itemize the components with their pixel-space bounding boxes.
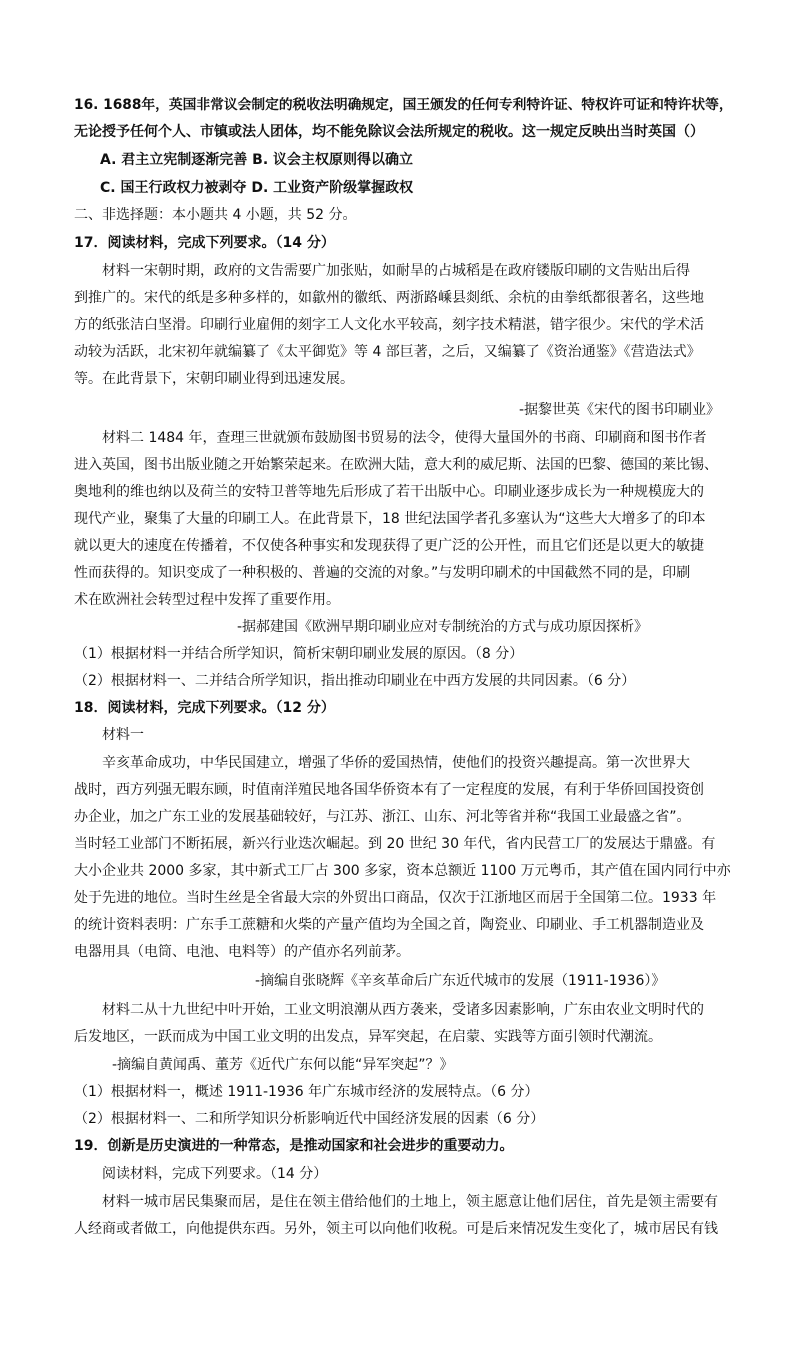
q17-material2-line: 进入英国，图书出版业随之开始繁荣起来。在欧洲大陆，意大利的威尼斯、法国的巴黎、德国的莱比锡、: [74, 457, 718, 473]
q18-material1-line: 的统计资料表明：广东手工蔗糖和火柴的产量产值均为全国之首，陶瓷业、印刷业、手工机器制造业及: [74, 917, 704, 933]
q16-option-cd: C. 国王行政权力被剥夺 D. 工业资产阶级掌握政权: [100, 180, 414, 196]
q18-material1-line: 辛亥革命成功，中华民国建立，增强了华侨的爱国热情，使他们的投资兴趣提高。第一次世界大: [102, 755, 690, 771]
q16-stem-line-2: 无论授予任何个人、市镇或法人团体，均不能免除议会法所规定的税收。这一规定反映出当时英国（）: [74, 124, 704, 140]
q18-material2-line: 后发地区，一跃而成为中国工业文明的出发点，异军突起，在启蒙、实践等方面引领时代潮流。: [74, 1029, 662, 1045]
q17-material1-line: 材料一宋朝时期，政府的文告需要广加张贴，如耐旱的占城稻是在政府镂版印刷的文告贴出后得: [102, 263, 690, 279]
q18-material1-line: 电器用具（电筒、电池、电料等）的产值亦名列前茅。: [74, 944, 410, 960]
q17-material2-line: 就以更大的速度在传播着，不仅使各种事实和发现获得了更广泛的公开性，而且它们还是以更大的敏捷: [74, 538, 704, 554]
q18-material1-line: 当时轻工业部门不断拓展，新兴行业迭次崛起。到 20 世纪 30 年代，省内民营工厂的发展达于鼎盛。有: [74, 836, 716, 852]
q17-material2-line: 奥地利的维也纳以及荷兰的安特卫普等地先后形成了若干出版中心。印刷业逐步成长为一种规模庞大的: [74, 484, 704, 500]
q19-title: 19．创新是历史演进的一种常态，是推动国家和社会进步的重要动力。: [74, 1138, 514, 1154]
q18-question-1: （1）根据材料一，概述 1911-1936 年广东城市经济的发展特点。（6 分）: [74, 1084, 539, 1100]
q17-material2-line: 性而获得的。知识变成了一种积极的、普遍的交流的对象。”与发明印刷术的中国截然不同的是，印刷: [74, 565, 691, 581]
q18-question-2: （2）根据材料一、二和所学知识分析影响近代中国经济发展的因素（6 分）: [74, 1111, 545, 1127]
q17-title: 17．阅读材料，完成下列要求。（14 分）: [74, 235, 335, 251]
q17-material1-line: 方的纸张洁白坚滑。印刷行业雇佣的刻字工人文化水平较高，刻字技术精湛，错字很少。宋代的学术活: [74, 317, 704, 333]
q17-material2-line: 术在欧洲社会转型过程中发挥了重要作用。: [74, 592, 340, 608]
q18-material1-line: 处于先进的地位。当时生丝是全省最大宗的外贸出口商品，仅次于江浙地区而居于全国第二位。1933 年: [74, 890, 717, 906]
q17-source2: -据郝建国《欧洲早期印刷业应对专制统治的方式与成功原因探析》: [237, 619, 649, 635]
q17-material1-line: 动较为活跃，北宋初年就编纂了《太平御览》等 4 部巨著，之后，又编纂了《资治通鉴》《营造法式》: [74, 344, 701, 360]
section-heading: 二、非选择题：本小题共 4 小题，共 52 分。: [74, 207, 357, 223]
q17-material2-line: 材料二 1484 年，查理三世就颁布鼓励图书贸易的法令，使得大量国外的书商、印刷商和图书作者: [102, 430, 707, 446]
q18-source1: -摘编自张晓辉《辛亥革命后广东近代城市的发展（1911-1936）》: [255, 973, 666, 989]
q19-material1-line: 人经商或者做工，向他提供东西。另外，领主可以向他们收税。可是后来情况发生变化了，城市居民有钱: [74, 1221, 718, 1237]
q17-question-1: （1）根据材料一并结合所学知识，简析宋朝印刷业发展的原因。（8 分）: [74, 646, 524, 662]
q18-material1-label: 材料一: [102, 727, 144, 743]
q17-material1-line: 等。在此背景下，宋朝印刷业得到迅速发展。: [74, 371, 354, 387]
q17-material2-line: 现代产业，聚集了大量的印刷工人。在此背景下，18 世纪法国学者孔多塞认为“这些大大增多了的印本: [74, 511, 706, 527]
q17-question-2: （2）根据材料一、二并结合所学知识，指出推动印刷业在中西方发展的共同因素。（6 分）: [74, 673, 636, 689]
q18-material1-line: 战时，西方列强无暇东顾，时值南洋殖民地各国华侨资本有了一定程度的发展，有利于华侨回国投资创: [74, 782, 704, 798]
q18-title: 18．阅读材料，完成下列要求。（12 分）: [74, 700, 335, 716]
q17-material1-line: 到推广的。宋代的纸是多种多样的，如歙州的徽纸、两浙路嵊县剡纸、余杭的由拳纸都很著名，这些地: [74, 290, 704, 306]
q18-material2-line: 材料二从十九世纪中叶开始，工业文明浪潮从西方袭来，受诸多因素影响，广东由农业文明时代的: [102, 1002, 704, 1018]
q17-source1: -据黎世英《宋代的图书印刷业》: [518, 402, 720, 418]
q18-material1-line: 办企业，加之广东工业的发展基础较好，与江苏、浙江、山东、河北等省并称“我国工业最盛之省”。: [74, 809, 691, 825]
q19-material1-line: 材料一城市居民集聚而居，是住在领主借给他们的土地上，领主愿意让他们居住，首先是领主需要有: [102, 1194, 718, 1210]
q16-option-ab: A. 君主立宪制逐渐完善 B. 议会主权原则得以确立: [100, 152, 414, 168]
q19-instruction: 阅读材料，完成下列要求。（14 分）: [102, 1166, 328, 1182]
q18-source2: -摘编自黄闻禹、董芳《近代广东何以能“异军突起”？》: [112, 1057, 454, 1073]
q16-stem-line-1: 16. 1688年，英国非常议会制定的税收法明确规定，国王颁发的任何专利特许证、特权许可证和特许状等，: [74, 97, 733, 113]
q18-material1-line: 大小企业共 2000 多家，其中新式工厂占 300 多家，资本总额近 1100 万元粤币，其产值在国内同行中亦: [74, 863, 731, 879]
